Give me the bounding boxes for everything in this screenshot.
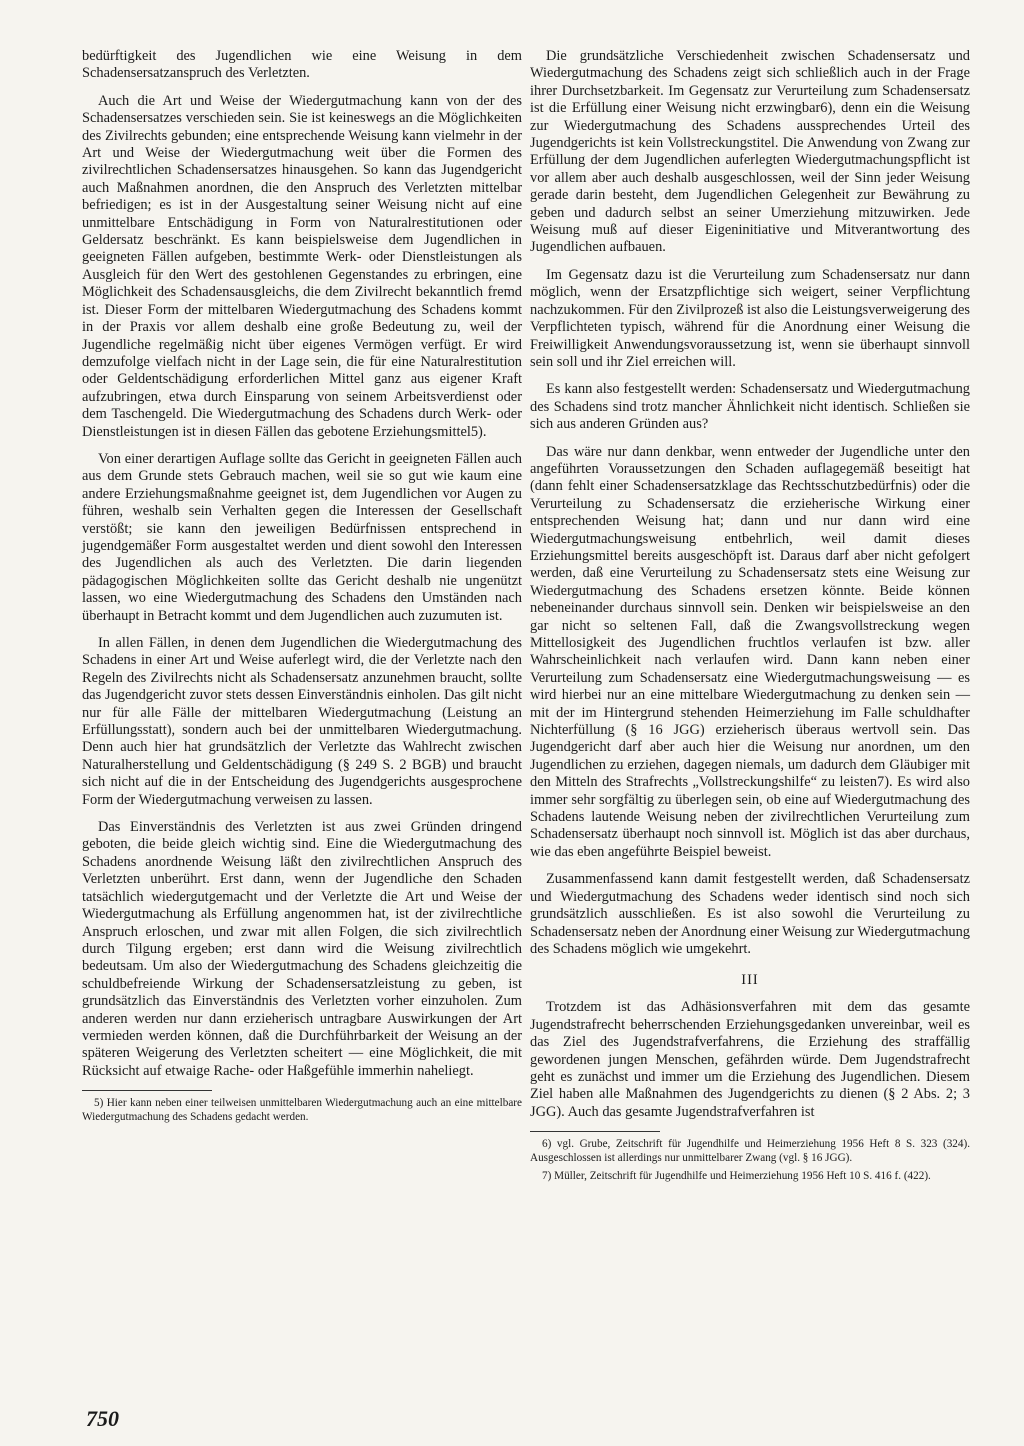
paragraph: Zusammenfassend kann damit festgestellt werden, daß Schadensersatz und Wiedergutmachung des Schadens weder identisch sind noch sich grundsätzlich ausschließen. Es ist also sowohl die Verurteilung zu Schadensersatz neben der Anordnung einer Weisung zur Wiedergutmachung des Schadens möglich wie umgekehrt.	[530, 871, 970, 957]
paragraph: Auch die Art und Weise der Wiedergutmachung kann von der des Schadensersatzes verschieden sein. Sie ist keineswegs an die Möglichkeiten des Zivilrechts gebunden; eine entsprechende Weisung kann vielmehr in der Art und Weise der Wiedergutmachung weit über die Formen des zivilrechtlichen Schadensersatzes hinausgehen. So kann das Jugendgericht auch Maßnahmen anordnen, die den Anspruch des Verletzten mittelbar befriedigen; es ist in der Ausgestaltung seiner Weisung nicht auf eine unmittelbare Entschädigung in Form von Naturalrestitutionen oder Geldersatz beschränkt. Es kann beispielsweise dem Jugendlichen in geeigneten Fällen aufgeben, bestimmte Werk- oder Dienstleistungen als Ausgleich für den Wert des gestohlenen Gegenstandes zu erbringen, eine Möglichkeit des Schadensausgleichs, die dem Zivilrecht bekanntlich fremd ist. Dieser Form der mittelbaren Wiedergutmachung des Schadens kommt in der Praxis vor allem deshalb eine große Bedeutung zu, weil der Jugendliche regelmäßig nicht über eigenes Vermögen verfügt. Er wird demzufolge vielfach nicht in der Lage sein, die für eine Naturalrestitution oder Geldentschädigung erforderlichen Mittel ganz aus eigener Kraft aufzubringen, etwa durch Einsparung von seinem Arbeitsverdienst oder dem Taschengeld. Die Wiedergutmachung des Schadens durch Werk- oder Dienstleistungen ist in diesen Fällen das gebotene Erziehungsmittel5).	[82, 92, 522, 440]
paragraph: bedürftigkeit des Jugendlichen wie eine Weisung in dem Schadensersatzanspruch des Verletzten.	[82, 48, 522, 82]
footnote-separator	[82, 1090, 212, 1091]
right-column	[530, 48, 970, 1188]
page-number: 750	[86, 1406, 119, 1431]
paragraph: In allen Fällen, in denen dem Jugendlichen die Wiedergutmachung des Schadens in einer Art und Weise auferlegt wird, die der Verletzte nach den Regeln des Zivilrechts nicht als Schadensersatz anzunehmen braucht, sollte das Jugendgericht zuvor stets dessen Einverständnis einholen. Das gilt nicht nur für alle Fälle der mittelbaren Wiedergutmachung (Leistung an Erfüllungsstatt), sondern auch bei der unmittelbaren Wiedergutmachung. Denn auch hier hat grundsätzlich der Verletzte das Wahlrecht zwischen Naturalherstellung und Geldentschädigung (§ 249 S. 2 BGB) und braucht sich nicht auf die in der Entscheidung des Jugendgerichts ausgesprochene Form der Wiedergutmachung verweisen zu lassen.	[82, 635, 522, 808]
footnote-separator	[530, 1131, 660, 1132]
left-column	[82, 48, 522, 1129]
section-heading: III	[741, 972, 759, 989]
paragraph: Das Einverständnis des Verletzten ist aus zwei Gründen dringend geboten, die beide gleich wichtig sind. Eine die Wiedergutmachung des Schadens anordnende Weisung läßt den zivilrechtlichen Anspruch des Verletzten unberührt. Erst dann, wenn der Jugendliche den Schaden tatsächlich wiedergutgemacht und der Verletzte die Art und Weise der Wiedergutmachung als Erfüllung angenommen hat, ist der zivilrechtliche Anspruch erloschen, und zwar mit allen Folgen, die sich zivilrechtlich durch Tilgung ergeben; erst dann wird die Weisung zivilrechtlich bedeutsam. Um also der Wiedergutmachung des Schadens gleichzeitig die schuldbefreiende Wirkung der Schadensersatzleistung zu geben, ist grundsätzlich das Einverständnis des Verletzten vorher einzuholen. Zum anderen werden nur dann erzieherisch untragbare Auswirkungen der Art vermieden werden können, daß die Durchführbarkeit der Weisung an der späteren Weigerung des Verletzten scheitert — eine Möglichkeit, die mit Rücksicht auf etwaige Rache- oder Haßgefühle immerhin naheliegt.	[82, 819, 522, 1079]
paragraph: Von einer derartigen Auflage sollte das Gericht in geeigneten Fällen auch aus dem Grunde stets Gebrauch machen, weil sie so gut wie kaum eine andere Erziehungsmaßnahme geeignet ist, dem Jugendlichen vor Augen zu führen, weshalb sein Verhalten gegen die Interessen der Gesellschaft verstößt; sie kann den jeweiligen Bedürfnissen entsprechend in jugendgemäßer Form ausgestaltet werden und dient sowohl den Interessen des Jugendlichen als auch des Verletzten. Die darin liegenden pädagogischen Möglichkeiten sollte das Gericht deshalb nie ungenützt lassen, wo eine Wiedergutmachung des Schadens den Umständen nach überhaupt in Betracht kommt und dem Jugendlichen auch zuzumuten ist.	[82, 450, 522, 624]
footnote: 6) vgl. Grube, Zeitschrift für Jugendhilfe und Heimerziehung 1956 Heft 8 S. 323 (324). Ausgeschlossen ist allerdings nur unmittelbarer Zwang (vgl. § 16 JGG).	[530, 1138, 970, 1164]
paragraph: Das wäre nur dann denkbar, wenn entweder der Jugendliche unter den angeführten Voraussetzungen den Schaden auflagegemäß beseitigt hat (dann fehlt einer Schadensersatzklage das Rechtsschutzbedürfnis) oder die Verurteilung zu Schadensersatz die erzieherische Wirkung einer entsprechenden Weisung hat; dann und nur dann wird eine Wiedergutmachungsweisung entbehrlich, weil damit dieses Erziehungsmittel bereits ausgeschöpft ist. Daraus darf aber nicht gefolgert werden, daß eine Verurteilung zu Schadensersatz stets eine Weisung zur Wiedergutmachung des Schadens ersetzen könnte. Beide können nebeneinander durchaus sinnvoll sein. Denken wir beispielsweise an den gar nicht so seltenen Fall, daß die Zwangsvollstreckung wegen Mittellosigkeit des Jugendlichen fruchtlos verlaufen ist bzw. aller Wahrscheinlichkeit nach verlaufen wird. Dann kann neben einer Verurteilung zum Schadensersatz eine Wiedergutmachungsweisung — es wird hierbei nur an eine mittelbare Wiedergutmachung zu denken sein — mit der im Hintergrund stehenden Heimerziehung im Falle schuldhafter Nichterfüllung (§ 16 JGG) erzieherisch überaus wertvoll sein. Das Jugendgericht darf aber auch hier die Weisung nur anordnen, um den Jugendlichen zu erziehen, dagegen niemals, um dadurch dem Gläubiger mit den Mitteln des Strafrechts „Vollstreckungshilfe“ zu leisten7). Es wird also immer sehr sorgfältig zu überlegen sein, ob eine auf Wiedergutmachung des Schadens lautende Weisung neben der zivilrechtlichen Verurteilung zum Schadensersatz überhaupt noch sinnvoll ist. Möglich ist das aber durchaus, wie das eben angeführte Beispiel beweist.	[530, 443, 970, 860]
footnote: 5) Hier kann neben einer teilweisen unmittelbaren Wiedergutmachung auch an eine mittelbare Wiedergutmachung des Schadens gedacht werden.	[82, 1097, 522, 1123]
footnote: 7) Müller, Zeitschrift für Jugendhilfe und Heimerziehung 1956 Heft 10 S. 416 f. (422).	[542, 1169, 931, 1182]
paragraph: Trotzdem ist das Adhäsionsverfahren mit dem das gesamte Jugendstrafrecht beherrschenden Erziehungsgedanken unvereinbar, weil es das Ziel des Jugendstrafverfahrens, die Erziehung des straffällig gewordenen jungen Menschen, gefährden würde. Dem Jugendstrafrecht geht es zunächst und immer um die Erziehung des Jugendlichen. Diesem Ziel haben alle Maßnahmen des Jugendgerichts zu dienen (§ 2 Abs. 2; 3 JGG). Auch das gesamte Jugendstrafverfahren ist	[530, 999, 970, 1120]
paragraph: Es kann also festgestellt werden: Schadensersatz und Wiedergutmachung des Schadens sind trotz mancher Ähnlichkeit nicht identisch. Schließen sie sich aus anderen Gründen aus?	[530, 381, 970, 433]
paragraph: Im Gegensatz dazu ist die Verurteilung zum Schadensersatz nur dann möglich, wenn der Ersatzpflichtige sich weigert, seiner Verpflichtung nachzukommen. Für den Zivilprozeß ist also die Leistungsverweigerung des Verpflichteten typisch, während für die Anordnung einer Weisung die Freiwilligkeit Anwendungsvoraussetzung ist, wenn sie überhaupt sinnvoll sein soll und ihr Ziel erreichen will.	[530, 266, 971, 370]
paragraph: Die grundsätzliche Verschiedenheit zwischen Schadensersatz und Wiedergutmachung des Schadens zeigt sich schließlich auch in der Frage ihrer Durchsetzbarkeit. Im Gegensatz zur Verurteilung zum Schadensersatz ist die Erfüllung einer Weisung nicht erzwingbar6), denn ein die Weisung zur Wiedergutmachung des Schadens aussprechendes Urteil des Jugendgerichts ist kein Vollstreckungstitel. Die Anwendung von Zwang zur Erfüllung der dem Jugendlichen auferlegten Wiedergutmachungspflicht ist vor allem aber auch deshalb ausgeschlossen, weil der Sinn jeder Weisung gerade darin besteht, dem Jugendlichen Gelegenheit zur Bewährung zu geben und dadurch selbst an seiner Umerziehung mitzuwirken. Jede Weisung muß auf dieser Eigeninitiative und Mitverantwortung des Jugendlichen aufbauen.	[530, 48, 970, 256]
